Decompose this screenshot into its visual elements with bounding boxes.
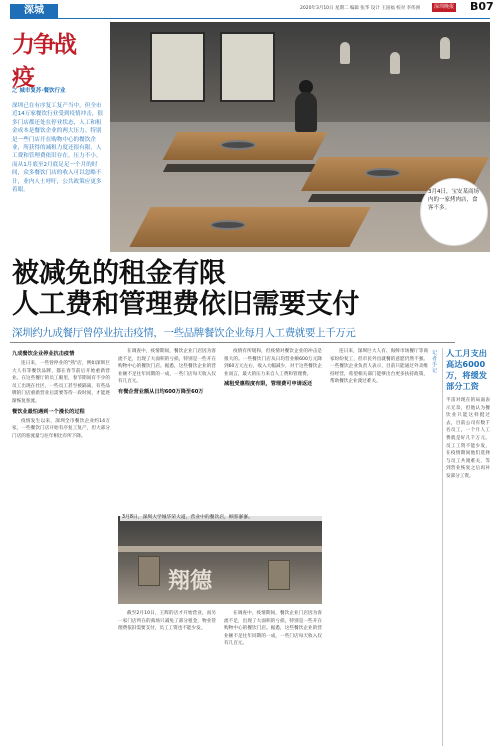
photo-window <box>220 32 275 102</box>
comment-box <box>442 348 490 746</box>
comment-body: 半雷对现在的局面表示无奈，但他认为餐饮业只能这样挺过去，目前公司有数千名员工，一个月人工费就是好几千万元。员工工资不能少发，在疫情期间他们选择与员工共渡难关，等到营业恢复之后再补发部分工资。 <box>446 398 490 479</box>
paragraph: 截至2月10日，王辉的店才开始营业，而另一家门店所在的商场只减免了部分租金，物业管理费依旧需要支付，员工工资也不能少发。 <box>118 611 216 632</box>
photo-grill <box>210 220 246 230</box>
paragraph: 连日来，深圳巨大人有、海鲜市场餐厅等商家纷纷复工，但市民外出就餐的意愿仍然不强。一些餐饮企业负责人表示，目前只能通过外卖维持经营，希望相关部门能够出台更多扶持政策，帮助餐饮企业渡过难关。 <box>330 349 428 385</box>
paper-badge: 深圳晚报 <box>434 4 455 10</box>
photo-bench <box>163 164 317 172</box>
paragraph: 疫情发生以来，深圳全市餐饮企业约14万家，一些餐饮门店开始有序复工复产，但大部分门店的客流量与往年相比有所下降。 <box>12 418 110 439</box>
subhead: 有餐企营业额从日均600万降至60万 <box>118 388 204 395</box>
date-line: 2020年3月10日 星期二 编辑 张华 设计 王国福 校对 李伟洲 <box>300 6 421 11</box>
photo-box <box>138 556 160 586</box>
secondary-photo-caption: 3月8日，深圳大学城华荣大道，营业中的餐饮店，顾客寥寥。 <box>120 512 322 521</box>
photo-person <box>295 92 317 132</box>
photo-sign-text: 翔德 <box>168 568 213 594</box>
photo-grill <box>365 168 401 178</box>
paragraph: 在调查中，疫情期间，餐饮企业门店因为客流不足，出现了大面积的亏损，特别是一些开在购物中心的餐饮门店。据悉，这些餐饮企业的营业额不足往年同期的一成，一些门店每天收入仅有几百元。 <box>118 349 216 385</box>
column-logo-text: 力争战疫 <box>12 31 75 91</box>
body-column-3b <box>224 610 322 743</box>
column-name: 之 城市复苏·餐饮行业 <box>12 88 66 94</box>
caption-bubble-text: 3月4日，宝安某商场内的一家烤肉店，食客不多。 <box>428 189 479 211</box>
header-divider <box>10 18 490 19</box>
paragraph: 连日来，一些曾停业的"熟"店，例如深圳巨大人有等餐饮品牌，都在春节前后开始重新营业。在这些餐厅的员工眼里，春节期间有不少的员工出现在社区，一些员工甚至被隔离，有些品牌的门店重新营业后需要等待一段时间，才能逐渐恢复客流。 <box>12 361 110 404</box>
secondary-photo <box>118 516 322 604</box>
subtitle: 深圳约九成餐厅曾停业抗击疫情，一些品牌餐饮企业每月人工费就要上千万元 <box>12 327 356 339</box>
body-column-2 <box>118 348 216 508</box>
section-label: 深城 <box>10 4 58 18</box>
headline-rule <box>10 342 455 343</box>
body-column-1 <box>12 348 110 743</box>
photo-shelf <box>118 546 322 552</box>
subhead: 九成餐饮企业停业抗击疫情 <box>12 351 75 357</box>
paragraph: 在调查中，疫情期间，餐饮企业门店因为客流不足，出现了大面积的亏损，特别是一些开在购物中心的餐饮门店。据悉，这些餐饮企业的营业额不足往年同期的一成，一些门店每天收入仅有几百元。 <box>224 611 322 647</box>
comment-title: 人工月支出高达6000万，将缓发部分工资 <box>446 348 487 391</box>
body-column-3 <box>224 348 322 508</box>
headline-line-1: 被减免的租金有限 <box>12 258 226 289</box>
subhead: 减租受惠程度有限，管理费可申请返还 <box>224 381 313 388</box>
page-header <box>0 0 500 16</box>
photo-window <box>150 32 205 102</box>
body-column-4 <box>330 348 428 743</box>
photo-grill <box>220 140 256 150</box>
paragraph: 疫情有所缓和，但疫情对餐饮企业的冲击是很大的。一些餐饮门店从日均营业额600万元降到60万元左右，收入大幅减少，对于这些餐饮企业而言，最大的压力来自人工费和管理费。 <box>224 349 322 377</box>
photo-box <box>268 560 290 590</box>
photo-lamp <box>440 37 450 59</box>
comment-vertical-label: 记者手记 <box>432 350 438 374</box>
body-column-2b <box>118 610 216 743</box>
photo-lamp <box>340 42 350 64</box>
lede-paragraph: 深圳已在有序复工复产当中，但全市近14万家餐饮行业受到疫情冲击，很多门店都还处在停业状态，人工和租金成本是餐饮企业的两大压力。特别是一些门店开在购物中心的餐饮企业，所获得的减租力度还很有限，人工费和管理费依旧存在。压力不小。而从1月底至2月底足足一个月的时间，众多餐饮门店的收入可以忽略不计，业内人士呼吁，公共政策应更多着眼。 <box>12 103 104 194</box>
subhead: 餐饮业最怕遇到一个漫长的过程 <box>12 408 85 415</box>
photo-lamp <box>390 52 400 74</box>
page-number: B07 <box>470 0 494 13</box>
photo-table <box>129 207 370 247</box>
headline-line-2: 人工费和管理费依旧需要支付 <box>12 289 360 320</box>
